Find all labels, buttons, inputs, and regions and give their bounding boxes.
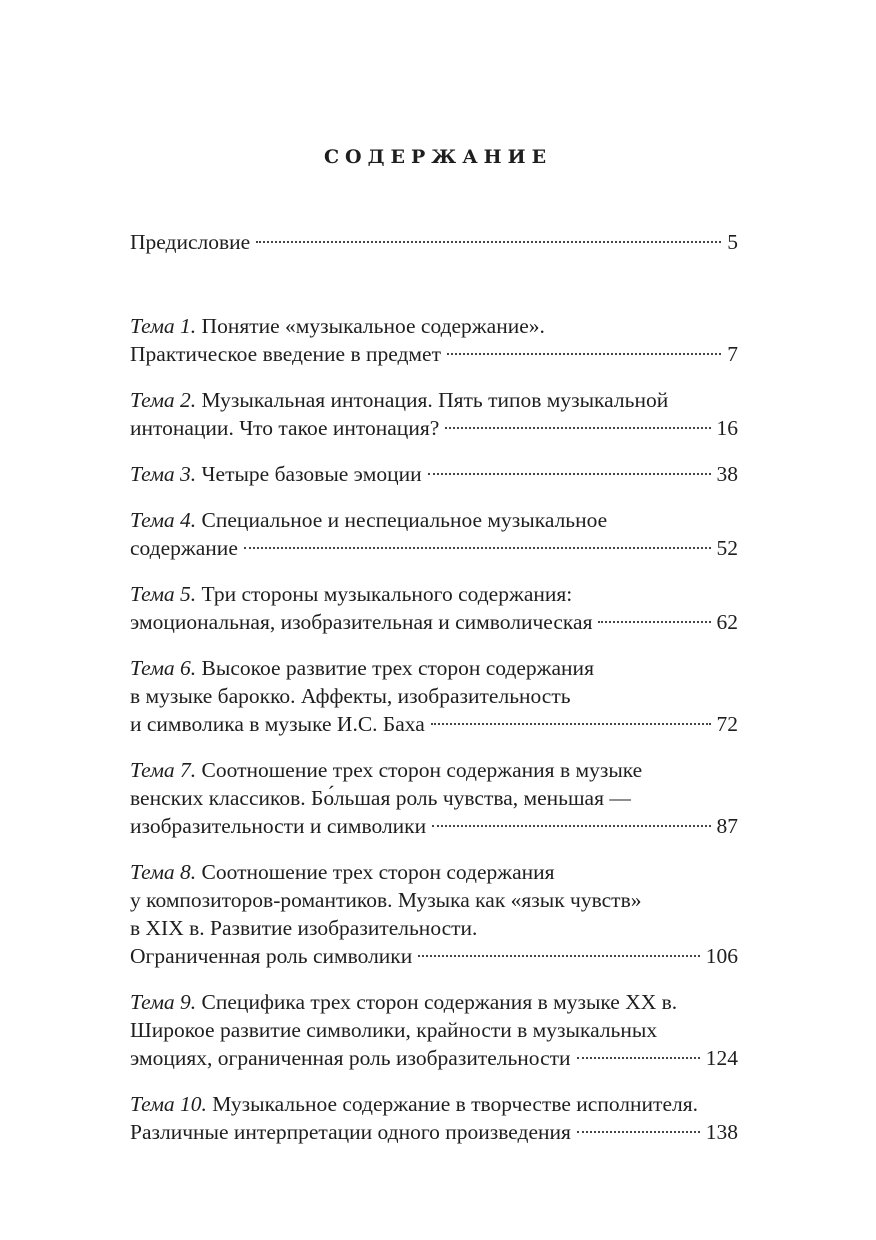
topic-title-line: у композиторов-романтиков. Музыка как «язык чувств»: [130, 888, 642, 912]
toc-line: [130, 654, 738, 682]
toc-entry-text: [130, 534, 238, 562]
toc-line: [130, 608, 738, 636]
toc-entry-topic-4[interactable]: [130, 506, 738, 562]
topic-title-line: интонации. Что такое интонация?: [130, 416, 440, 440]
toc-entry-text: [130, 608, 592, 636]
topic-label: Тема 4.: [130, 508, 197, 532]
topic-title-line: Специфика трех сторон содержания в музыке XX в.: [201, 990, 678, 1014]
toc-entry-topic-3[interactable]: [130, 460, 738, 488]
toc-entry-topic-5[interactable]: [130, 580, 738, 636]
toc-line: [130, 506, 738, 534]
topic-label: Тема 10.: [130, 1092, 207, 1116]
toc-line: [130, 414, 738, 442]
toc-line: [130, 534, 738, 562]
topic-label: Тема 2.: [130, 388, 197, 412]
dot-leader: [577, 1057, 700, 1059]
toc-entry-text: [130, 888, 641, 912]
topic-title-line: содержание: [130, 536, 238, 560]
dot-leader: [447, 353, 721, 355]
topic-title-line: эмоциях, ограниченная роль изобразительности: [130, 1046, 571, 1070]
toc-line: [130, 1016, 738, 1044]
toc-line: [130, 1118, 738, 1146]
topic-title-line: Ограниченная роль символики: [130, 944, 413, 968]
topic-title-line: Четыре базовые эмоции: [201, 462, 422, 486]
dot-leader: [432, 825, 710, 827]
toc-line: [130, 1090, 738, 1118]
toc-entry-topic-7[interactable]: [130, 756, 738, 840]
toc-entry-text: [130, 340, 441, 368]
topic-title-line: венских классиков. Бо́льшая роль чувства, меньшая —: [130, 786, 631, 810]
topic-label: Тема 1.: [130, 314, 197, 338]
toc-entry-topic-9[interactable]: [130, 988, 738, 1072]
topic-title-line: Практическое введение в предмет: [130, 342, 441, 366]
dot-leader: [445, 427, 710, 429]
toc-page-number: 7: [727, 342, 738, 366]
toc-entry-text: [130, 582, 572, 606]
toc-entry-text: [130, 314, 545, 338]
toc-entry-topic-2[interactable]: [130, 386, 738, 442]
topic-title-line: Соотношение трех сторон содержания: [201, 860, 555, 884]
toc-line: [130, 784, 738, 812]
toc-entry-text: [130, 1118, 571, 1146]
toc-page-number: 52: [716, 536, 738, 560]
toc-entry-text: [130, 812, 426, 840]
topic-label: Тема 9.: [130, 990, 197, 1014]
toc-line: [130, 682, 738, 710]
toc-line: [130, 988, 738, 1016]
topic-title-line: Три стороны музыкального содержания:: [201, 582, 573, 606]
toc-entry-text: [130, 1092, 698, 1116]
toc-page-number: 87: [716, 814, 738, 838]
toc-line: [130, 942, 738, 970]
toc-entry-topic-10[interactable]: [130, 1090, 738, 1146]
dot-leader: [244, 547, 711, 549]
topic-label: Тема 5.: [130, 582, 197, 606]
toc-entry-text: [130, 916, 477, 940]
topic-title-line: Специальное и неспециальное музыкальное: [201, 508, 608, 532]
toc-entry-text: [130, 508, 607, 532]
toc-line: [130, 580, 738, 608]
toc-page-number: 72: [716, 712, 738, 736]
toc-line: [130, 914, 738, 942]
toc-line: [130, 858, 738, 886]
topic-title-line: изобразительности и символики: [130, 814, 427, 838]
toc-entry-text: [130, 710, 425, 738]
table-of-contents: [130, 228, 738, 1146]
toc-line: [130, 460, 738, 488]
toc-entry-title: Предисловие: [130, 230, 251, 254]
toc-line: [130, 312, 738, 340]
dot-leader: [431, 723, 711, 725]
dot-leader: [418, 955, 699, 957]
dot-leader: [598, 621, 710, 623]
toc-entry-text: [130, 414, 439, 442]
dot-leader: [577, 1131, 700, 1133]
toc-line: [130, 812, 738, 840]
toc-entry-topic-8[interactable]: [130, 858, 738, 970]
topic-title-line: Различные интерпретации одного произведения: [130, 1120, 571, 1144]
topic-title-line: Широкое развитие символики, крайности в музыкальных: [130, 1018, 658, 1042]
toc-entry-text: [130, 786, 631, 810]
toc-line: [130, 710, 738, 738]
topic-title-line: в музыке барокко. Аффекты, изобразительность: [130, 684, 571, 708]
dot-leader: [256, 241, 721, 243]
toc-page-number: 106: [705, 944, 738, 968]
toc-page-number: 62: [716, 610, 738, 634]
toc-entry-preface[interactable]: [130, 228, 738, 256]
topic-title-line: эмоциональная, изобразительная и символическая: [130, 610, 593, 634]
toc-entry-text: [130, 1018, 657, 1042]
topic-title-line: Соотношение трех сторон содержания в музыке: [201, 758, 643, 782]
toc-page-number: 16: [716, 416, 738, 440]
toc-entry-topic-1[interactable]: [130, 312, 738, 368]
toc-entry-text: [130, 860, 555, 884]
toc-line: [130, 756, 738, 784]
topic-title-line: в XIX в. Развитие изобразительности.: [130, 916, 478, 940]
toc-entry-text: [130, 388, 668, 412]
toc-entry-text: [130, 1044, 571, 1072]
toc-entry-text: [130, 684, 571, 708]
toc-page-number: 138: [705, 1120, 738, 1144]
topic-label: Тема 6.: [130, 656, 197, 680]
topic-title-line: Музыкальная интонация. Пять типов музыкальной: [201, 388, 669, 412]
toc-page-number: 124: [705, 1046, 738, 1070]
toc-entry-text: [130, 656, 594, 680]
toc-entry-topic-6[interactable]: [130, 654, 738, 738]
toc-topics-list: [130, 312, 738, 1146]
toc-line: [130, 886, 738, 914]
topic-label: Тема 7.: [130, 758, 197, 782]
dot-leader: [428, 473, 711, 475]
toc-entry-text: [130, 460, 422, 488]
topic-title-line: и символика в музыке И.С. Баха: [130, 712, 425, 736]
toc-line: [130, 228, 738, 256]
toc-page-number: 38: [716, 462, 738, 486]
topic-title-line: Музыкальное содержание в творчестве исполнителя.: [212, 1092, 698, 1116]
toc-line: [130, 1044, 738, 1072]
page-title: СОДЕРЖАНИЕ: [323, 146, 553, 168]
topic-label: Тема 8.: [130, 860, 197, 884]
toc-entry-text: [130, 942, 412, 970]
topic-label: Тема 3.: [130, 462, 197, 486]
toc-entry-text: [130, 990, 677, 1014]
topic-title-line: Понятие «музыкальное содержание».: [201, 314, 545, 338]
toc-line: [130, 340, 738, 368]
toc-entry-text: [130, 758, 642, 782]
topic-title-line: Высокое развитие трех сторон содержания: [201, 656, 594, 680]
toc-page-number: 5: [727, 230, 738, 254]
toc-line: [130, 386, 738, 414]
